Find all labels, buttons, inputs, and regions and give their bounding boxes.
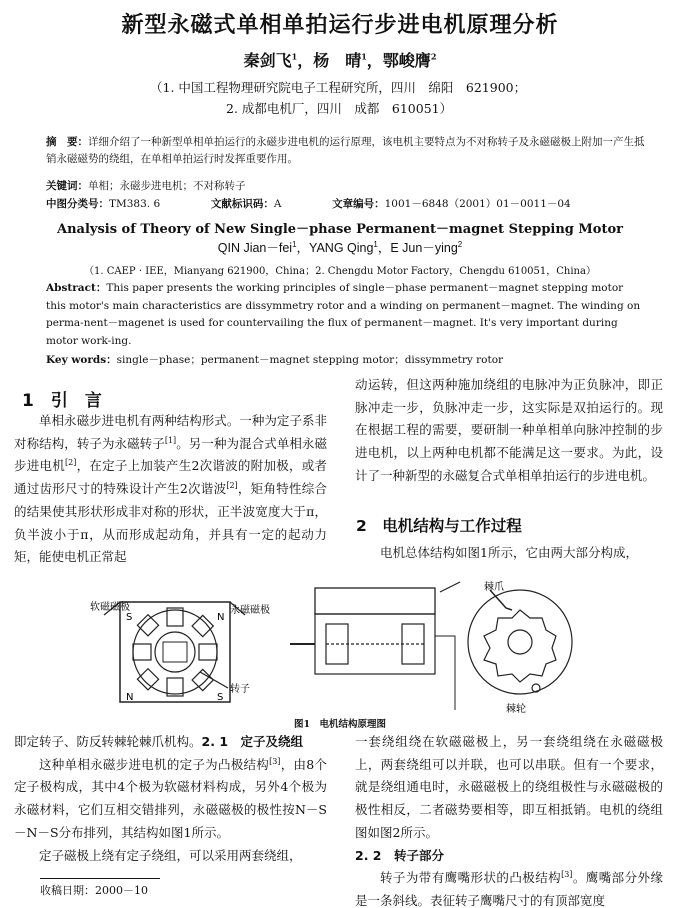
body-text: 即定转子、防反转棘轮棘爪机构。 — [14, 734, 202, 749]
body-text: ，由8个定子极构成，其中4个极为软磁材料构成，另外4个极为永磁材料，它们互相交错排列，永磁磁极的极性按N－S－N－S分布排列，其结构如图1所示。 — [14, 756, 327, 840]
article-no-value: 1001－6848（2001）01－0011－04 — [384, 198, 571, 210]
author-name: 秦剑飞 — [243, 51, 292, 70]
doc-code-value: A — [273, 198, 282, 210]
body-text: 。另一种为混合式单相永磁步进电机 — [14, 435, 327, 474]
article-no-label: 文章编号： — [332, 198, 385, 210]
received-date: 收稿日期：2000－10 — [40, 884, 148, 897]
citation: [2] — [226, 480, 238, 490]
author-mark: 2 — [457, 239, 463, 249]
english-author: ，E Jun－ying — [377, 241, 458, 255]
ratchet-label: 棘轮 — [506, 704, 526, 715]
figure-1-caption: 图1 电机结构原理图 — [293, 719, 387, 730]
section-2-intro — [355, 542, 663, 565]
pawl-label: 棘爪 — [484, 582, 504, 593]
section-1-left-column — [14, 410, 327, 569]
body-text: 单相永磁步进电机有两种结构形式。一种为定子系非对称结构，转子为永磁转子 — [14, 413, 327, 451]
english-abstract — [46, 280, 646, 350]
body-text: 一套绕组绕在软磁磁极上，另一套绕组绕在永磁磁极上，两套绕组可以并联，也可以串联。但有一个要求，就是绕组通电时，永磁磁极上的绕组极性与永磁磁极的极性相反，二者磁势要相等，即互相抵销。电机的绕组图如图2所示。 — [355, 734, 663, 840]
english-keywords-label: Key words： — [46, 354, 117, 366]
body-text: 这种单相永磁步进电机的定子为凸极结构 — [39, 756, 270, 772]
english-authors — [0, 238, 680, 256]
section-2-1-left — [14, 731, 327, 867]
english-keywords — [46, 352, 646, 370]
section-2-1-heading: 2. 1 定子及绕组 — [201, 734, 304, 749]
keywords — [46, 178, 646, 195]
clc-value: TM383. 6 — [109, 198, 161, 210]
citation: [1] — [164, 435, 177, 445]
english-title: Analysis of Theory of New Single－phase Permanent－magnet Stepping Motor — [56, 222, 624, 237]
author-mark: 1 — [373, 239, 378, 249]
affiliation-1: （1. 中国工程物理研究院电子工程研究所，四川 绵阳 621900； — [150, 80, 527, 95]
section-1-heading: 1 引 言 — [22, 391, 102, 411]
citation: [3] — [561, 870, 573, 880]
english-keywords-text: single－phase；permanent－magnet stepping motor；dissymmetry rotor — [116, 354, 504, 366]
author-mark: 2 — [430, 51, 437, 62]
author-mark: 1 — [292, 239, 297, 249]
pole-letter: S — [217, 692, 224, 703]
body-text: ，在定子上加装产生2次谐波的附加极，或者通过齿形尺寸的特殊设计产生2次谐波 — [14, 458, 327, 497]
affiliation-2: 2. 成都电机厂，四川 成都 610051） — [226, 101, 453, 116]
keywords-text: 单相；永磁步进电机；不对称转子 — [88, 180, 246, 192]
abstract-text: 详细介绍了一种新型单相单拍运行的永磁步进电机的运行原理，该电机主要特点为不对称转子及永磁磁极上附加一产生抵销永磁磁势的绕组，在单相单拍运行时发挥重要作用。 — [46, 136, 645, 165]
author-name: ，鄂峻膺 — [366, 51, 431, 70]
motor-side-view — [290, 582, 460, 710]
figure-1 — [60, 580, 660, 715]
ratchet-mechanism — [468, 590, 572, 694]
rotor-label: 转子 — [230, 684, 250, 695]
author-name: ，杨 晴 — [297, 51, 362, 70]
author-list — [0, 48, 680, 71]
author-mark: 1 — [361, 51, 367, 62]
body-text: 电机总体结构如图1所示，它由两大部分构成， — [380, 545, 638, 560]
english-author: QIN Jian－fei — [217, 241, 293, 255]
english-abstract-label: Abstract： — [46, 282, 107, 294]
pole-letter: N — [126, 692, 134, 703]
body-text: 定子磁极上绕有定子绕组，可以采用两套绕组， — [39, 847, 302, 863]
doc-code-label: 文献标识码： — [210, 198, 274, 210]
keywords-label: 关键词： — [46, 180, 88, 192]
section-1-right-column — [355, 374, 663, 488]
pole-letter: S — [126, 612, 133, 623]
abstract-label: 摘 要： — [46, 136, 88, 148]
author-mark: 1 — [291, 51, 298, 62]
section-2-1-right — [355, 731, 663, 908]
section-2-heading: 2 电机结构与工作过程 — [356, 517, 522, 535]
english-abstract-text: This paper presents the working principles of single－phase permanent－magnet stepping motor this motor's main characteristics are dissymmetry rotor and a winding on permanent－magnet. The winding on perma-nent－magenet is used for countervailing the flux of permanent－magnet. It's very important during motor work-ing. — [46, 282, 641, 347]
clc-label: 中图分类号： — [46, 198, 109, 210]
body-text: ，矩角特性综合的结果使其形状形成非对称的形状，正半波宽度大于π，负半波小于π，从而形成起动角，并具有一定的起动力矩，能使电机正常起 — [14, 481, 327, 565]
body-text: 动运转，但这两种施加绕组的电脉冲为正负脉冲，即正脉冲走一步，负脉冲走一步，这实际是双拍运行的。现在根据工程的需要，要研制一种单相单向脉冲控制的步进电机，以上两种电机都不能满足这一要求。为此，设计了一种新型的永磁复合式单相单拍运行的步进电机。 — [355, 377, 663, 483]
section-2-2-heading: 2. 2 转子部分 — [355, 847, 444, 863]
citation: [2] — [65, 458, 77, 468]
citation: [3] — [269, 756, 281, 766]
english-affiliation: （1. CAEP · IEE，Mianyang 621900，China；2. Chengdu Motor Factory，Chengdu 610051，China） — [84, 266, 596, 277]
soft-pole-label: 软磁磁极 — [90, 602, 130, 613]
classification-line — [46, 196, 646, 213]
pole-letter: N — [217, 612, 225, 623]
english-author: ，YANG Qing — [296, 241, 374, 255]
abstract — [46, 134, 646, 168]
paper-title: 新型永磁式单相单拍运行步进电机原理分析 — [121, 13, 559, 38]
body-text: 转子为带有鹰嘴形状的凸极结构 — [380, 870, 562, 886]
body-text: 。鹰嘴部分外缘是一条斜线。表征转子鹰嘴尺寸的有顶部宽度 — [355, 870, 663, 908]
footnote-rule — [40, 878, 160, 879]
pm-pole-label: 永磁磁极 — [230, 605, 270, 616]
